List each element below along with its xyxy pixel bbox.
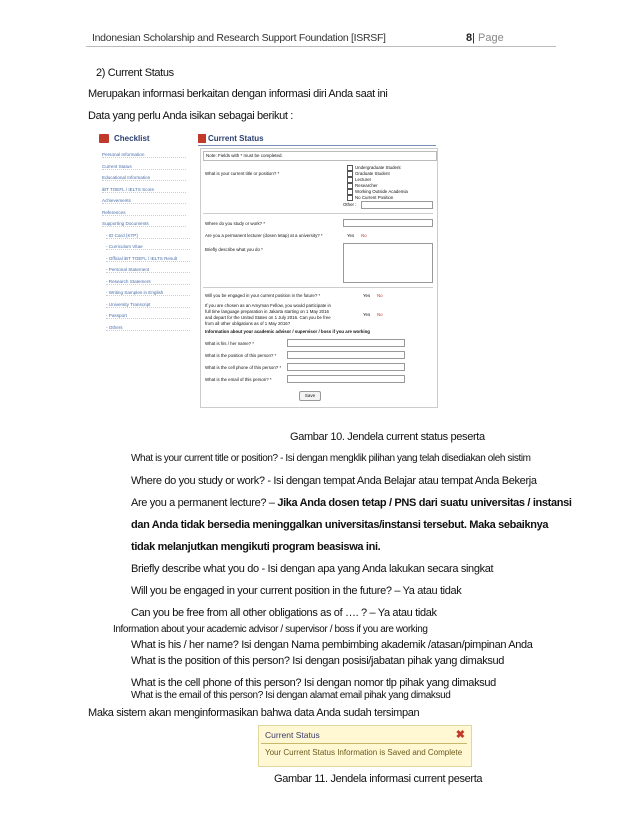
panel-title: Current Status — [208, 134, 264, 143]
sidebar-item[interactable]: Supporting Documents — [102, 221, 186, 227]
item-permanent-a: Jika Anda dosen tetap / PNS dari suatu universitas / instansi — [277, 497, 572, 509]
q-email-label: What is the email of this person? * — [205, 377, 272, 382]
other-input[interactable] — [361, 201, 433, 209]
saved-title: Current Status — [265, 730, 320, 740]
describe-textarea[interactable] — [343, 243, 433, 283]
item-describe: Briefly describe what you do - Isi dengan apa yang Anda lakukan secara singkat — [131, 563, 494, 575]
item-phone: What is the cell phone of this person? Isi dengan nomor tlp pihak yang dimaksud — [131, 677, 496, 689]
q-phone-label: What is the cell phone of this person? * — [205, 365, 282, 370]
q-describe-label: Briefly describe what you do * — [205, 247, 263, 252]
sidebar-item[interactable]: - Passport — [106, 313, 190, 319]
sidebar-item[interactable]: - Official iBT TOEFL / IELTS Result — [106, 256, 190, 262]
intro-2: Data yang perlu Anda isikan sebagai berikut : — [88, 110, 294, 122]
form-note: Note: Fields with * must be completed. — [203, 151, 437, 161]
save-button[interactable]: Save — [299, 391, 321, 401]
item-where: Where do you study or work? - Isi dengan tempat Anda Belajar atau tempat Anda Bekerja — [131, 475, 537, 487]
option-undergraduate[interactable]: Undergraduate Student — [347, 165, 401, 171]
page-label: Page — [478, 32, 504, 44]
advisor-heading: Information about your academic advisor / supervisor / boss if you are working — [205, 329, 370, 334]
current-status-panel — [196, 130, 440, 410]
close-icon[interactable]: ✖ — [455, 729, 465, 741]
sidebar-title: Checklist — [114, 134, 150, 143]
name-input[interactable] — [287, 339, 405, 347]
saved-divider — [261, 743, 467, 744]
q-free-line4: from all other obligations as of 1 May 2016? — [205, 321, 291, 326]
sidebar-item[interactable]: - ID Card (KTP) — [106, 233, 190, 239]
q-where-label: Where do you study or work? * — [205, 221, 266, 226]
sidebar-item[interactable]: - Curriculum Vitae — [106, 244, 190, 250]
engaged-yes[interactable]: Yes — [363, 293, 371, 298]
panel-underline — [198, 145, 436, 146]
status-icon — [198, 134, 206, 143]
permanent-yes[interactable]: Yes — [347, 233, 355, 238]
q-position-label: What is the position of this person? * — [205, 353, 277, 358]
sidebar-item[interactable]: Achievements — [102, 198, 186, 204]
header-rule — [86, 46, 556, 47]
sidebar-item[interactable]: - Writing Samples in English — [106, 290, 190, 296]
position-input[interactable] — [287, 351, 405, 359]
engaged-no[interactable]: No — [377, 293, 383, 298]
figure1-caption: Gambar 10. Jendela current status peserta — [290, 431, 485, 443]
free-yes[interactable]: Yes — [363, 312, 371, 317]
email-input[interactable] — [287, 375, 405, 383]
q-title-label: What is your current title or position? * — [205, 171, 280, 176]
form-separator — [203, 287, 433, 288]
sidebar-item[interactable]: Educational Information — [102, 175, 186, 181]
option-lecturer[interactable]: Lecturer — [347, 177, 371, 183]
q-free-line3: and depart for the United States on 1 July 2016. Can you be free — [205, 315, 331, 320]
saved-screenshot — [258, 725, 472, 767]
phone-input[interactable] — [287, 363, 405, 371]
checklist-sidebar — [96, 130, 188, 410]
sidebar-item[interactable]: - Personal Statement — [106, 267, 190, 273]
current-status-screenshot — [96, 130, 440, 410]
item-permanent — [131, 497, 572, 509]
item-permanent-line2: dan Anda tidak bersedia meninggalkan universitas/instansi tersebut. Maka sebaiknya — [131, 519, 549, 531]
q-free-line1: If you are chosen as an Amyman Fellow, you would participate in — [205, 303, 331, 308]
permanent-no[interactable]: No — [361, 233, 367, 238]
sidebar-item[interactable]: References — [102, 210, 186, 216]
sidebar-item[interactable]: Personal Information — [102, 152, 186, 158]
checklist-icon — [99, 134, 109, 143]
sidebar-item[interactable]: iBT TOEFL / IELTS Score — [102, 187, 186, 193]
closing-text: Maka sistem akan menginformasikan bahwa data Anda sudah tersimpan — [88, 707, 420, 719]
option-graduate[interactable]: Graduate Student — [347, 171, 390, 177]
status-form — [200, 148, 438, 408]
q-engaged-label: Will you be engaged in your current position in the future? * — [205, 293, 321, 298]
page-number-value: 8 — [466, 32, 473, 44]
q-free-line2: full time language preparation in Jakarta starting on 1 May 2016 — [205, 309, 329, 314]
option-working[interactable]: Working Outside Academia — [347, 189, 408, 195]
figure2-caption: Gambar 11. Jendela informasi current peserta — [274, 773, 483, 785]
item-free: Can you be free from all other obligations as of …. ? – Ya atau tidak — [131, 607, 437, 619]
item-name: What is his / her name? Isi dengan Nama pembimbing akademik /atasan/pimpinan Anda — [131, 639, 533, 651]
where-input[interactable] — [343, 219, 433, 227]
item-engaged: Will you be engaged in your current position in the future? – Ya atau tidak — [131, 585, 462, 597]
page-number — [466, 32, 504, 44]
option-none[interactable]: No Current Position — [347, 195, 393, 201]
free-no[interactable]: No — [377, 312, 383, 317]
sidebar-item[interactable]: Current Status — [102, 164, 186, 170]
page-separator: | — [472, 32, 475, 44]
other-label: Other : — [343, 202, 357, 207]
sidebar-item[interactable]: - Research Statement — [106, 279, 190, 285]
item-permanent-line3: tidak melanjutkan mengikuti program beasiswa ini. — [131, 541, 381, 553]
form-separator — [203, 213, 433, 214]
item-position: What is the position of this person? Isi dengan posisi/jabatan pihak yang dimaksud — [131, 655, 505, 667]
item-email: What is the email of this person? Isi dengan alamat email pihak yang dimaksud — [131, 690, 451, 701]
sidebar-item[interactable]: - University Transcript — [106, 302, 190, 308]
header-org: Indonesian Scholarship and Research Support Foundation [ISRSF] — [92, 32, 386, 44]
item-title: What is your current title or position? - Isi dengan mengklik pilihan yang telah disediakan oleh sistim — [131, 453, 531, 464]
intro-1: Merupakan informasi berkaitan dengan informasi diri Anda saat ini — [88, 88, 388, 100]
section-title: 2) Current Status — [96, 67, 174, 79]
sidebar-item[interactable]: - Others — [106, 325, 190, 331]
item-advisor-heading: Information about your academic advisor / supervisor / boss if you are working — [113, 624, 428, 635]
q-name-label: What is his / her name? * — [205, 341, 255, 346]
q-permanent-label: Are you a permanent lecturer (dosen tetap) at a university? * — [205, 233, 323, 238]
option-researcher[interactable]: Researcher — [347, 183, 378, 189]
item-permanent-q: Are you a permanent lecture? – — [131, 497, 278, 509]
saved-message: Your Current Status Information is Saved and Complete — [265, 748, 463, 757]
